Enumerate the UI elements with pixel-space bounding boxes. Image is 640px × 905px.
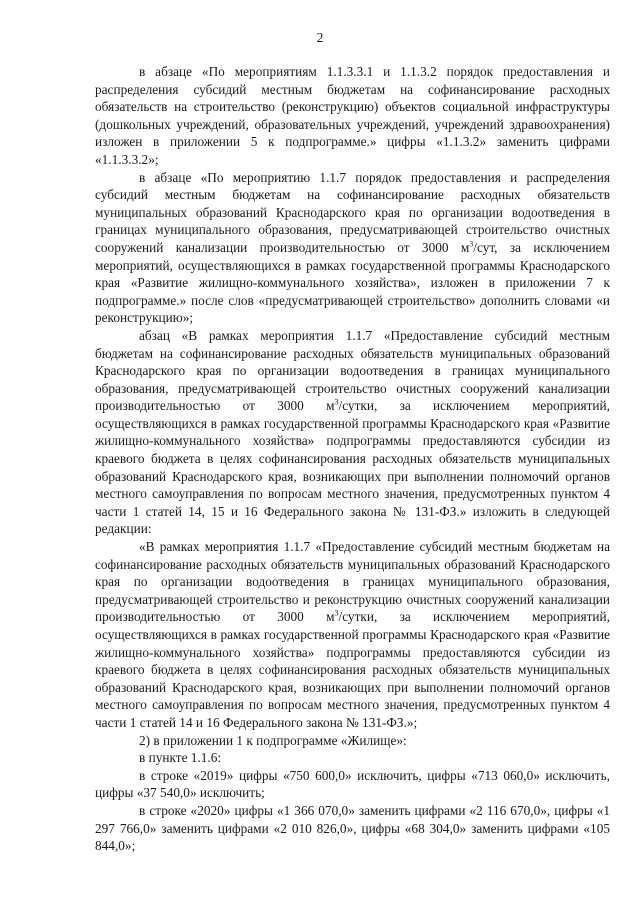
paragraph-5: 2) в приложении 1 к подпрограмме «Жилище»: [139,732,407,748]
paragraph-4-text-a: «В рамках мероприятия 1.1.7 «Предоставление субсидий местным бюджетам на софинансирование расходных обязательств муниципальных образований Краснодарского края по организации водоотведения в границах муниципального образования, предусматривающей строительство и реконструкцию очистных сооружений канализации производительностью от 3000 м [95,539,610,625]
page-number: 2 [316,30,324,45]
paragraph-1: в абзаце «По мероприятиям 1.1.3.3.1 и 1.1.3.2 порядок предоставления и распределения субсидий местным бюджетам на софинансирование расходных обязательств на строительство (реконструкцию) объектов социальной инфраструктуры (дошкольных учреждений, образовательных учреждений, учреждений здравоохранения) изложен в приложении 5 к подпрограмме.» цифры «1.1.3.2» заменить цифрами «1.1.3.3.2»; [95,64,610,167]
paragraph-2-text-a: в абзаце «По мероприятию 1.1.7 порядок предоставления и распределения субсидий местным бюджетам на софинансирование расходных обязательств муниципальных образований Краснодарского края по организации водоотведения в границах муниципального образования, предусматривающей строительство очистных сооружений канализации производительностью от 3000 м [95,169,610,255]
paragraph-7: в строке «2019» цифры «750 600,0» исключить, цифры «713 060,0» исключить, цифры «37 540,0» исключить; [95,767,610,801]
document-body [95,63,610,855]
paragraph-2 [95,169,610,327]
paragraph-3-text-b: /сутки, за исключением мероприятий, осуществляющихся в рамках государственной программы Краснодарского края «Развитие жилищно-коммунального хозяйства» подпрограммы предоставляются субсидии из краевого бюджета в целях софинансирования расходных обязательств муниципальных образований Краснодарского края, возникающих при выполнении полномочий органов местного самоуправления по вопросам местного значения, предусмотренных пунктом 4 части 1 статей 14, 15 и 16 Федерального закона № 131-ФЗ.» изложить в следующей редакции: [95,398,610,537]
paragraph-2-superscript: 3 [469,239,474,249]
paragraph-6: в пункте 1.1.6: [139,750,222,766]
paragraph-3 [95,327,610,538]
paragraph-4 [95,538,610,732]
paragraph-3-superscript: 3 [334,397,339,407]
paragraph-2-text-b: /сут, за исключением мероприятий, осуществляющихся в рамках государственной программы Краснодарского края «Развитие жилищно-коммунального хозяйства», изложен в приложении 7 к подпрограмме.» после слов «предусматривающей строительство» дополнить словами «и реконструкцию»; [95,239,610,326]
paragraph-3-text-a: абзац «В рамках мероприятия 1.1.7 «Предоставление субсидий местным бюджетам на софинансирование расходных обязательств муниципальных образований Краснодарского края по организации водоотведения в границах муниципального образования, предусматривающей строительство очистных сооружений канализации производительностью от 3000 м [95,327,610,414]
paragraph-8: в строке «2020» цифры «1 366 070,0» заменить цифрами «2 116 670,0», цифры «1 297 766,0» заменить цифрами «2 010 826,0», цифры «68 304,0» заменить цифрами «105 844,0»; [95,802,610,854]
paragraph-4-superscript: 3 [334,608,339,618]
paragraph-4-text-b: /сутки, за исключением мероприятий, осуществляющихся в рамках государственной программы Краснодарского края «Развитие жилищно-коммунального хозяйства» подпрограммы предоставляются субсидии из краевого бюджета в целях софинансирования расходных обязательств муниципальных образований Краснодарского края, возникающих при выполнении полномочий органов местного самоуправления по вопросам местного значения, предусмотренных пунктом 4 части 1 статей 14 и 16 Федерального закона № 131-ФЗ.»; [95,609,610,730]
